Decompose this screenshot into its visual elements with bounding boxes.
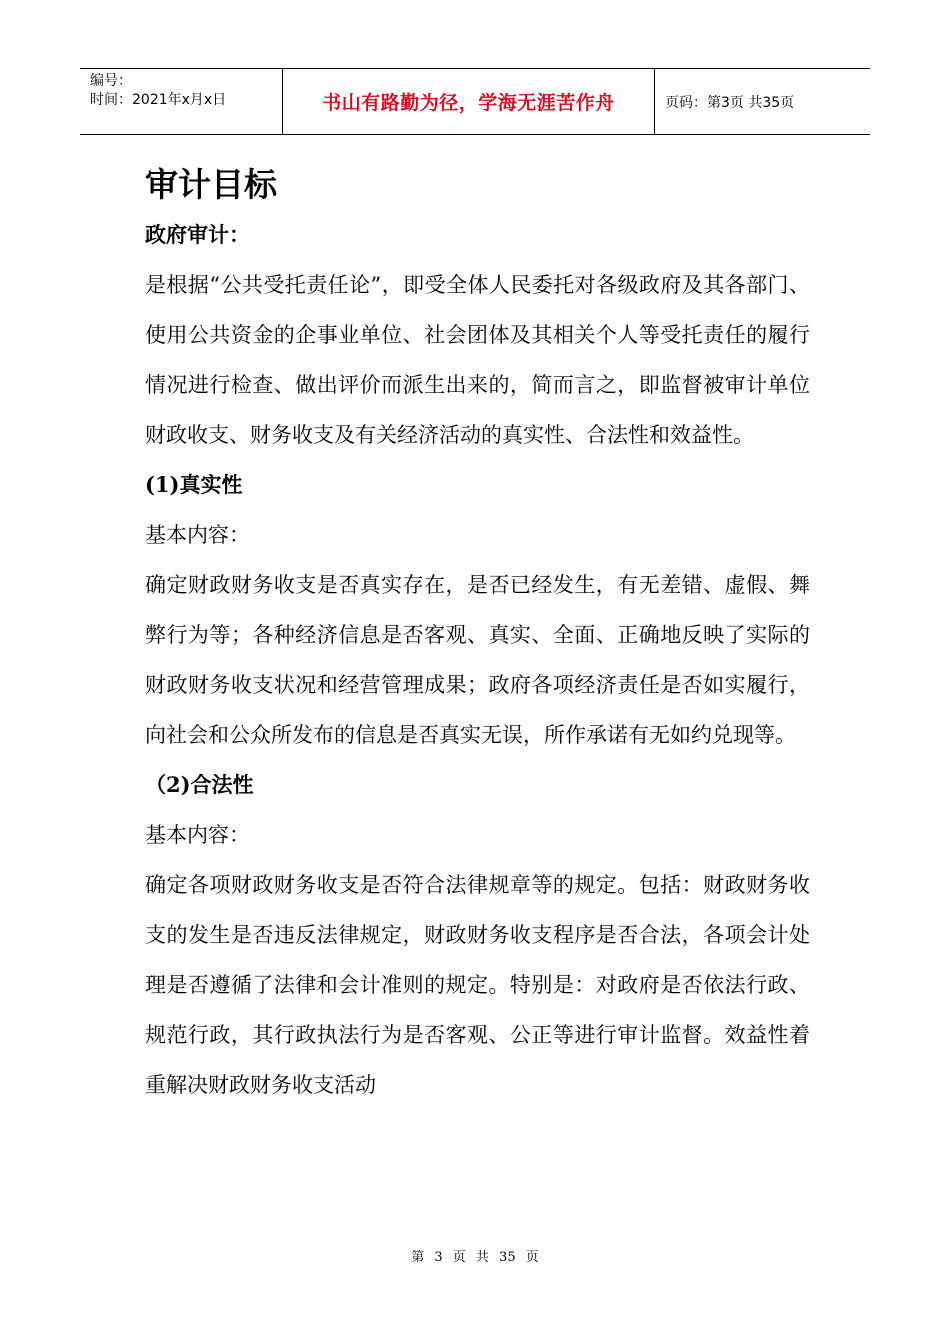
page-footer: 第 3 页 共 35 页 [411,1250,539,1265]
page-title: 审计目标 [145,165,277,204]
document-number-label: 编号： [90,73,132,89]
header-page-info: 页码：第3页 共35页 [665,94,795,111]
header-meta [80,69,283,134]
header-motto-cell [283,69,655,134]
document-date-label: 时间：2021年x月x日 [90,92,227,108]
section-heading: 政府审计： [145,222,250,247]
intro-paragraph: 是根据“公共受托责任论”，即受全体人民委托对各级政府及其各部门、使用公共资金的企事业单位、社会团体及其相关个人等受托责任的履行情况进行检查、做出评价而派生出来的，简而言之，即监督被审计单位财政收支、财务收支及有关经济活动的真实性、合法性和效益性。 [145,273,810,447]
item-text-authenticity: 确定财政财务收支是否真实存在，是否已经发生，有无差错、虚假、舞弊行为等；各种经济信息是否客观、真实、全面、正确地反映了实际的财政财务收支状况和经营管理成果；政府各项经济责任是否如实履行，向社会和公众所发布的信息是否真实无误，所作承诺有无如约兑现等。 [145,573,810,747]
item-label-legality: 基本内容： [145,823,250,847]
item-label-authenticity: 基本内容： [145,523,250,547]
page-header [80,68,870,135]
header-motto: 书山有路勤为径，学海无涯苦作舟 [322,92,615,114]
item-text-legality: 确定各项财政财务收支是否符合法律规章等的规定。包括：财政财务收支的发生是否违反法律规定，财政财务收支程序是否合法，各项会计处理是否遵循了法律和会计准则的规定。特别是：对政府是否依法行政、规范行政，其行政执法行为是否客观、公正等进行审计监督。效益性着重解决财政财务收支活动 [145,873,810,1097]
document-body [145,160,810,1110]
item-heading-legality: （2)合法性 [145,772,254,797]
item-heading-authenticity: (1)真实性 [145,472,243,497]
